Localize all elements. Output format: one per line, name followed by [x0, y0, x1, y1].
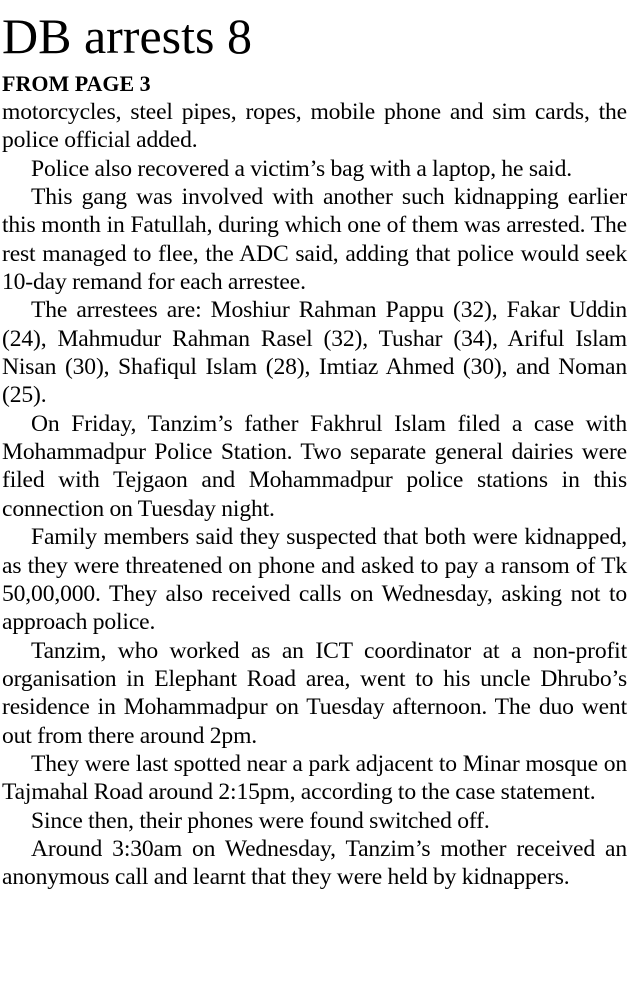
body-paragraph: Around 3:30am on Wednesday, Tanzim’s mother received an anonymous call and learnt that they were held by kidnappers.: [2, 835, 627, 891]
body-paragraph: They were last spotted near a park adjacent to Minar mosque on Tajmahal Road around 2:15pm, according to the case statement.: [2, 750, 627, 806]
body-paragraph: This gang was involved with another such kidnapping earlier this month in Fatullah, during which one of them was arrested. The rest managed to flee, the ADC said, adding that police would seek 10-day remand for each arrestee.: [2, 184, 627, 296]
continuation-line: FROM PAGE 3: [2, 71, 151, 96]
body-paragraph: On Friday, Tanzim’s father Fakhrul Islam filed a case with Mohammadpur Police Station. Two separate general dairies were filed with Tejgaon and Mohammadpur police stations in this connection on Tuesday night.: [2, 410, 627, 522]
body-paragraph: Since then, their phones were found switched off.: [31, 807, 490, 834]
article-headline: DB arrests 8: [2, 8, 252, 64]
body-paragraph: Police also recovered a victim’s bag with a laptop, he said.: [31, 155, 572, 182]
article-body: [2, 98, 627, 892]
body-paragraph: motorcycles, steel pipes, ropes, mobile phone and sim cards, the police official added.: [2, 99, 627, 154]
body-paragraph: The arrestees are: Moshiur Rahman Pappu (32), Fakar Uddin (24), Mahmudur Rahman Rasel (32), Tushar (34), Ariful Islam Nisan (30), Shafiqul Islam (28), Imtiaz Ahmed (30), and Noman (25).: [2, 297, 627, 409]
body-paragraph: Tanzim, who worked as an ICT coordinator at a non-profit organisation in Elephant Road area, went to his uncle Dhrubo’s residence in Mohammadpur on Tuesday afternoon. The duo went out from there around 2pm.: [2, 637, 627, 749]
news-article: [2, 0, 627, 892]
body-paragraph: Family members said they suspected that both were kidnapped, as they were threatened on phone and asked to pay a ransom of Tk 50,00,000. They also received calls on Wednesday, asking not to approach police.: [2, 524, 627, 636]
